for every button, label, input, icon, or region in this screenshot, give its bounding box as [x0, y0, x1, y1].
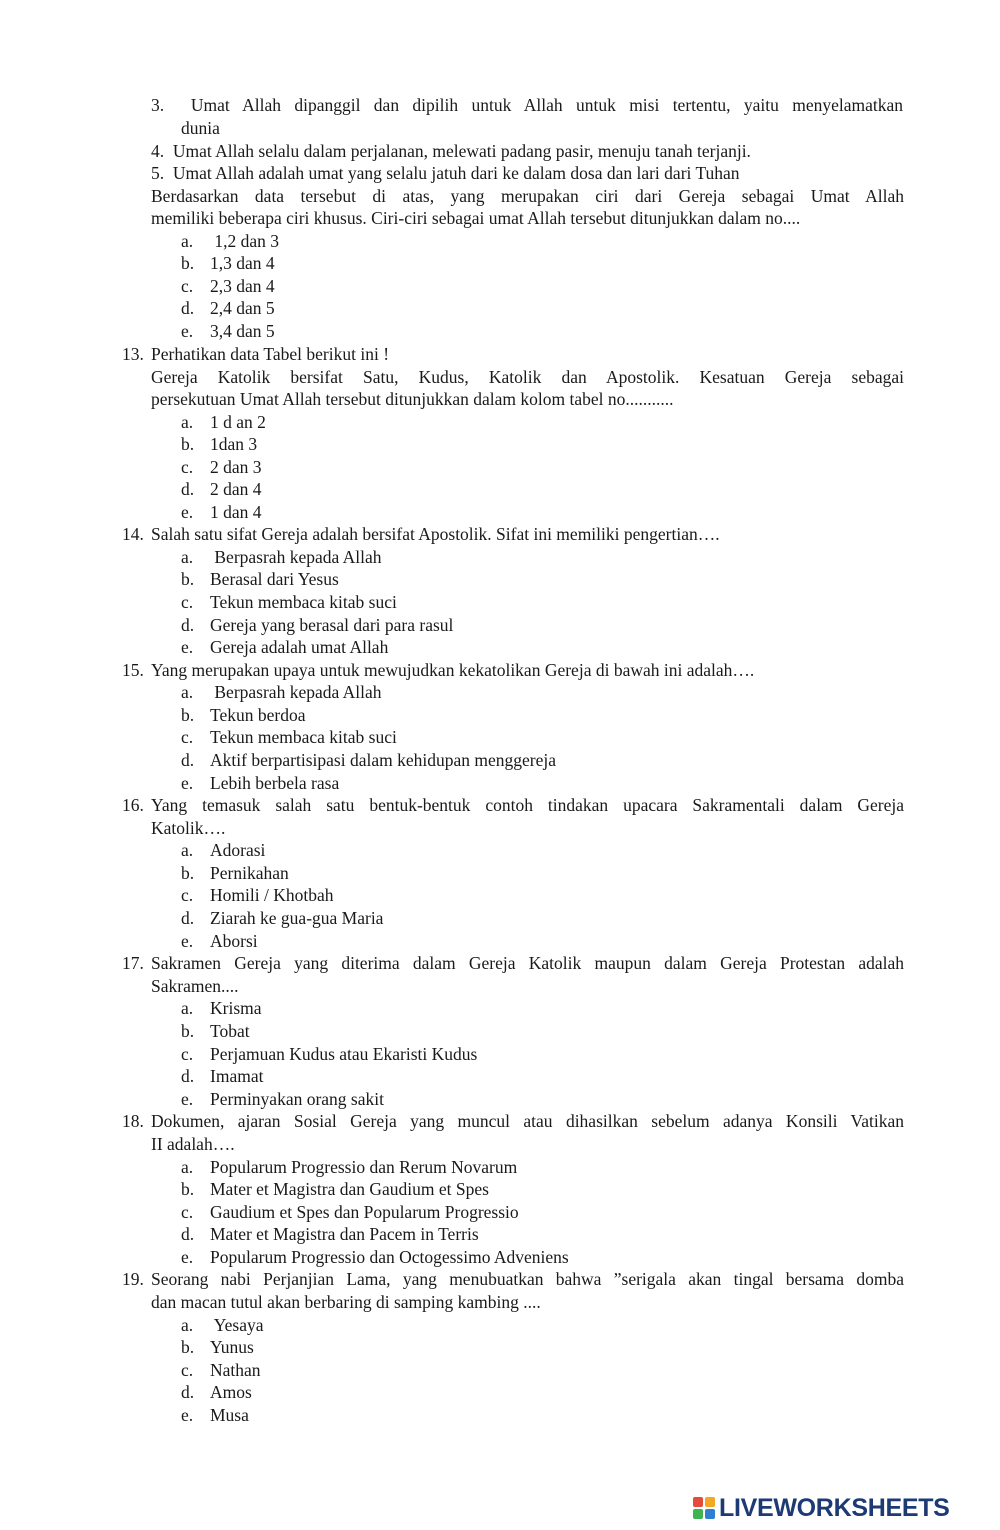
- option-letter: b.: [181, 863, 195, 883]
- option-text: 1,3 dan 4: [210, 253, 275, 273]
- question-text: Salah satu sifat Gereja adalah bersifat Apostolik. Sifat ini memiliki pengertian….: [151, 524, 720, 544]
- option-text: 2,3 dan 4: [210, 276, 275, 296]
- question-16-option-a[interactable]: [181, 839, 265, 862]
- question-19-stem-line: dan macan tutul akan berbaring di samping kambing ....: [151, 1292, 541, 1312]
- option-text: Tobat: [210, 1021, 250, 1041]
- question-16-stem: [122, 794, 904, 817]
- question-18-option-a[interactable]: [181, 1156, 517, 1179]
- liveworksheets-logo[interactable]: [693, 1493, 950, 1523]
- option-letter: e.: [181, 637, 194, 657]
- statement-3-continued: [181, 117, 220, 140]
- question-18-stem: [122, 1110, 904, 1133]
- question-15-option-b[interactable]: [181, 704, 305, 727]
- question-number: 17.: [122, 953, 144, 973]
- option-letter: d.: [181, 750, 195, 770]
- question-13-option-d[interactable]: [181, 478, 262, 501]
- option-text: Gereja yang berasal dari para rasul: [210, 615, 454, 635]
- statement-number: 3.: [151, 95, 165, 115]
- option-text: Musa: [210, 1405, 249, 1425]
- statement-4: [151, 140, 751, 163]
- logo-tile: [705, 1497, 715, 1507]
- question-number: 14.: [122, 524, 144, 544]
- question-18-option-b[interactable]: [181, 1178, 489, 1201]
- logo-text: LIVEWORKSHEETS: [719, 1494, 950, 1522]
- option-letter: d.: [181, 298, 195, 318]
- option-letter: c.: [181, 276, 194, 296]
- question-19-option-c[interactable]: [181, 1359, 261, 1382]
- logo-tile: [693, 1509, 703, 1519]
- question-15-option-e[interactable]: [181, 772, 339, 795]
- question-13-stem-line: persekutuan Umat Allah tersebut ditunjukkan dalam kolom tabel no...........: [151, 389, 674, 409]
- question-17-stem: [122, 952, 904, 975]
- option-text: Tekun membaca kitab suci: [210, 592, 397, 612]
- question-17-option-c[interactable]: [181, 1043, 477, 1066]
- option-letter: b.: [181, 1179, 195, 1199]
- question-17-option-e[interactable]: [181, 1088, 384, 1111]
- question-16-option-b[interactable]: [181, 862, 289, 885]
- question-19-stem: [122, 1268, 904, 1291]
- option-letter: b.: [181, 1021, 195, 1041]
- question-17-option-b[interactable]: [181, 1020, 250, 1043]
- option-text: 2,4 dan 5: [210, 298, 275, 318]
- option-text: Mater et Magistra dan Pacem in Terris: [210, 1224, 479, 1244]
- option-text: Gereja adalah umat Allah: [210, 637, 389, 657]
- question-16-option-e[interactable]: [181, 930, 258, 953]
- question-number: 15.: [122, 660, 144, 680]
- option-letter: a.: [181, 1315, 194, 1335]
- option-text: Imamat: [210, 1066, 264, 1086]
- option-letter: c.: [181, 1360, 194, 1380]
- option-text: Pernikahan: [210, 863, 289, 883]
- question-16-option-d[interactable]: [181, 907, 383, 930]
- option-text: 1 d an 2: [210, 412, 266, 432]
- question-17-option-a[interactable]: [181, 997, 262, 1020]
- logo-tile: [693, 1497, 703, 1507]
- question-14-option-b[interactable]: [181, 568, 339, 591]
- option-letter: c.: [181, 592, 194, 612]
- option-text: 1dan 3: [210, 434, 258, 454]
- option-text: Homili / Khotbah: [210, 885, 334, 905]
- option-text: Ziarah ke gua-gua Maria: [210, 908, 384, 928]
- question-12-option-e[interactable]: [181, 320, 275, 343]
- question-15-stem: [122, 659, 754, 682]
- option-letter: d.: [181, 615, 195, 635]
- statement-text: Umat Allah selalu dalam perjalanan, melewati padang pasir, menuju tanah terjanji.: [172, 141, 751, 161]
- question-14-option-d[interactable]: [181, 614, 453, 637]
- option-letter: e.: [181, 931, 194, 951]
- option-letter: e.: [181, 773, 194, 793]
- question-17-option-d[interactable]: [181, 1065, 263, 1088]
- option-letter: b.: [181, 434, 195, 454]
- option-text: 1 dan 4: [210, 502, 262, 522]
- question-19-option-a[interactable]: [181, 1314, 263, 1337]
- option-letter: c.: [181, 457, 194, 477]
- option-text: Popularum Progressio dan Rerum Novarum: [210, 1157, 518, 1177]
- question-13-option-e[interactable]: [181, 501, 262, 524]
- statement-number: 4.: [151, 141, 165, 161]
- question-12-option-c[interactable]: [181, 275, 275, 298]
- question-14-option-c[interactable]: [181, 591, 397, 614]
- option-letter: c.: [181, 885, 194, 905]
- statement-text: Umat Allah adalah umat yang selalu jatuh dari ke dalam dosa dan lari dari Tuhan: [172, 163, 740, 183]
- option-letter: a.: [181, 1157, 194, 1177]
- statement-text: dunia: [181, 118, 220, 138]
- option-text: Aborsi: [210, 931, 258, 951]
- question-14-stem: [122, 523, 720, 546]
- question-19-option-b[interactable]: [181, 1336, 254, 1359]
- question-18-option-c[interactable]: [181, 1201, 519, 1224]
- option-letter: c.: [181, 1044, 194, 1064]
- question-15-option-c[interactable]: [181, 726, 397, 749]
- option-text: 1,2 dan 3: [210, 231, 280, 251]
- question-text: Sakramen Gereja yang diterima dalam Gereja Katolik maupun dalam Gereja Protestan adalah: [151, 953, 904, 973]
- question-18-option-e[interactable]: [181, 1246, 569, 1269]
- option-letter: c.: [181, 1202, 194, 1222]
- option-letter: a.: [181, 840, 194, 860]
- option-letter: a.: [181, 547, 194, 567]
- option-text: Popularum Progressio dan Octogessimo Adveniens: [210, 1247, 569, 1267]
- question-13-stem: [122, 343, 389, 366]
- option-text: Adorasi: [210, 840, 266, 860]
- option-text: Yesaya: [210, 1315, 264, 1335]
- option-text: Berpasrah kepada Allah: [210, 682, 382, 702]
- question-14-option-a[interactable]: [181, 546, 382, 569]
- statement-5: [151, 162, 740, 185]
- option-text: Berasal dari Yesus: [210, 569, 339, 589]
- liveworksheets-logo-icon: [693, 1497, 715, 1519]
- question-number: 18.: [122, 1111, 144, 1131]
- question-12-option-d[interactable]: [181, 297, 275, 320]
- question-text: Perhatikan data Tabel berikut ini !: [151, 344, 390, 364]
- option-letter: a.: [181, 231, 194, 251]
- option-letter: d.: [181, 1382, 195, 1402]
- option-text: Krisma: [210, 998, 262, 1018]
- option-text: Aktif berpartisipasi dalam kehidupan menggereja: [210, 750, 556, 770]
- question-text: Yang temasuk salah satu bentuk-bentuk contoh tindakan upacara Sakramentali dalam Gereja: [151, 795, 904, 815]
- question-16-option-c[interactable]: [181, 884, 333, 907]
- question-12-stem-line: Berdasarkan data tersebut di atas, yang merupakan ciri dari Gereja sebagai Umat Allah: [151, 186, 904, 206]
- option-letter: d.: [181, 479, 195, 499]
- option-letter: d.: [181, 1066, 195, 1086]
- question-13-option-c[interactable]: [181, 456, 262, 479]
- question-18-option-d[interactable]: [181, 1223, 479, 1246]
- option-text: Yunus: [210, 1337, 254, 1357]
- question-13-option-a[interactable]: [181, 411, 266, 434]
- option-text: Lebih berbela rasa: [210, 773, 340, 793]
- question-16-stem-line: Katolik….: [151, 818, 226, 838]
- question-number: 16.: [122, 795, 144, 815]
- option-letter: a.: [181, 998, 194, 1018]
- option-letter: b.: [181, 1337, 195, 1357]
- option-text: Perjamuan Kudus atau Ekaristi Kudus: [210, 1044, 478, 1064]
- logo-tile: [705, 1509, 715, 1519]
- question-13-stem-line: Gereja Katolik bersifat Satu, Kudus, Katolik dan Apostolik. Kesatuan Gereja sebagai: [151, 367, 904, 387]
- option-letter: e.: [181, 321, 194, 341]
- question-19-option-d[interactable]: [181, 1381, 252, 1404]
- option-text: 2 dan 4: [210, 479, 262, 499]
- option-letter: e.: [181, 1089, 194, 1109]
- option-letter: a.: [181, 682, 194, 702]
- option-letter: e.: [181, 1247, 194, 1267]
- question-text: Yang merupakan upaya untuk mewujudkan kekatolikan Gereja di bawah ini adalah….: [151, 660, 755, 680]
- question-15-option-d[interactable]: [181, 749, 556, 772]
- question-12-option-a[interactable]: [181, 230, 279, 253]
- statement-3: [151, 94, 903, 117]
- question-15-option-a[interactable]: [181, 681, 382, 704]
- option-text: 2 dan 3: [210, 457, 262, 477]
- option-text: Tekun membaca kitab suci: [210, 727, 397, 747]
- option-text: Amos: [210, 1382, 252, 1402]
- option-letter: b.: [181, 253, 195, 273]
- option-letter: c.: [181, 727, 194, 747]
- option-text: 3,4 dan 5: [210, 321, 275, 341]
- question-number: 19.: [122, 1269, 144, 1289]
- question-text: Dokumen, ajaran Sosial Gereja yang muncul atau dihasilkan sebelum adanya Konsili Vatikan: [151, 1111, 904, 1131]
- option-text: Nathan: [210, 1360, 261, 1380]
- question-12-stem-line: memiliki beberapa ciri khusus. Ciri-ciri sebagai umat Allah tersebut ditunjukkan dalam no....: [151, 208, 801, 228]
- question-number: 13.: [122, 344, 144, 364]
- statement-number: 5.: [151, 163, 165, 183]
- option-letter: d.: [181, 908, 195, 928]
- question-13-option-b[interactable]: [181, 433, 257, 456]
- option-letter: b.: [181, 705, 195, 725]
- option-text: Perminyakan orang sakit: [210, 1089, 384, 1109]
- option-letter: e.: [181, 502, 194, 522]
- option-text: Mater et Magistra dan Gaudium et Spes: [210, 1179, 489, 1199]
- option-text: Gaudium et Spes dan Popularum Progressio: [210, 1202, 519, 1222]
- question-18-stem-line: II adalah….: [151, 1134, 235, 1154]
- option-text: Berpasrah kepada Allah: [210, 547, 382, 567]
- option-letter: b.: [181, 569, 195, 589]
- option-letter: e.: [181, 1405, 194, 1425]
- question-text: Seorang nabi Perjanjian Lama, yang menubuatkan bahwa ”serigala akan tingal bersama domba: [151, 1269, 904, 1289]
- question-12-option-b[interactable]: [181, 252, 275, 275]
- option-text: Tekun berdoa: [210, 705, 306, 725]
- statement-text: Umat Allah dipanggil dan dipilih untuk Allah untuk misi tertentu, yaitu menyelamatkan: [190, 95, 904, 115]
- question-17-stem-line: Sakramen....: [151, 976, 239, 996]
- option-letter: a.: [181, 412, 194, 432]
- question-19-option-e[interactable]: [181, 1404, 249, 1427]
- option-letter: d.: [181, 1224, 195, 1244]
- question-14-option-e[interactable]: [181, 636, 388, 659]
